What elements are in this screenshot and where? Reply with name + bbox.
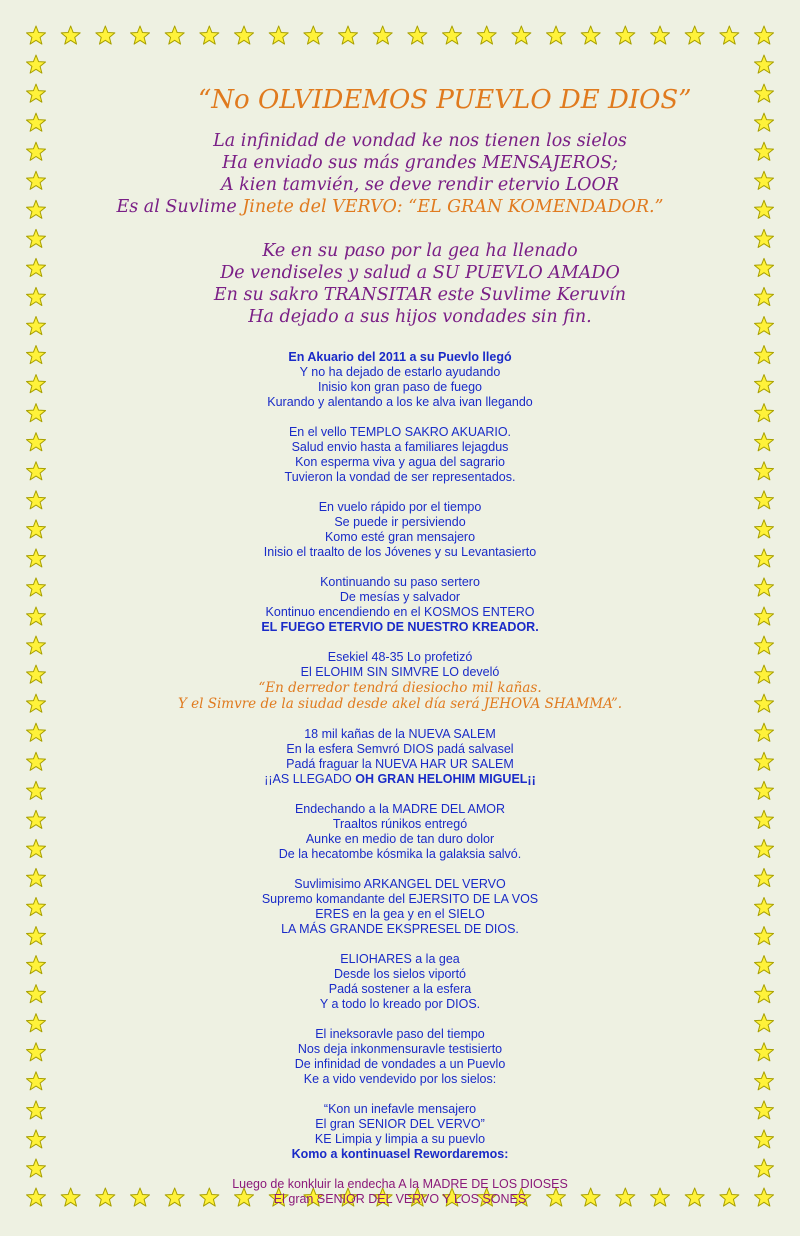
star-icon [26, 607, 45, 625]
star-icon [26, 346, 45, 364]
star-icon [26, 549, 45, 567]
star-icon [754, 636, 773, 654]
verse-line: KE Limpia y limpia a su puevlo [314, 1132, 486, 1146]
star-icon [338, 26, 357, 44]
star-icon [754, 1014, 773, 1032]
scripture-quote-line: “En derredor tendrá diesiocho mil kañas. [258, 680, 542, 696]
star-icon [754, 898, 773, 916]
star-icon [685, 26, 704, 44]
star-icon [373, 26, 392, 44]
star-icon [754, 985, 773, 1003]
verse-line-highlight: Jinete del VERVO: “EL GRAN KOMENDADOR.” [242, 197, 664, 217]
star-icon [26, 171, 45, 189]
star-icon [581, 26, 600, 44]
star-icon [26, 956, 45, 974]
intro-stanza-2 [60, 240, 740, 328]
verse-line: El gran SENIOR DEL VERVO” [315, 1117, 485, 1131]
verse-line: Traaltos rúnikos entregó [332, 817, 468, 831]
star-icon [96, 26, 115, 44]
verse-line: Kurando y alentando a los ke alva ivan llegando [267, 395, 533, 409]
star-icon [61, 26, 80, 44]
star-icon [754, 200, 773, 218]
star-icon [200, 26, 219, 44]
star-icon [477, 26, 496, 44]
star-icon [754, 287, 773, 305]
verse-line-prefix: ¡¡AS LLEGADO [264, 772, 356, 786]
star-icon [754, 229, 773, 247]
star-icon [26, 1130, 45, 1148]
verse-line: Kontinuando su paso sertero [320, 575, 480, 589]
poem-body [60, 350, 740, 1207]
star-icon [754, 694, 773, 712]
verse-line: Nos deja inkonmensuravle testisierto [297, 1042, 503, 1056]
verse-line: Aunke en medio de tan duro dolor [305, 832, 495, 846]
star-icon [26, 317, 45, 335]
star-icon [754, 26, 773, 44]
verse-line: Suvlimisimo ARKANGEL DEL VERVO [294, 877, 506, 891]
verse-line: 18 mil kañas de la NUEVA SALEM [304, 727, 496, 741]
star-icon [304, 26, 323, 44]
star-icon [442, 26, 461, 44]
star-icon [26, 404, 45, 422]
star-icon [754, 781, 773, 799]
star-icon [754, 171, 773, 189]
verse-line: Kontinuo encendiendo en el KOSMOS ENTERO [265, 605, 535, 619]
star-icon [754, 665, 773, 683]
star-icon [754, 520, 773, 538]
verse-line: “Kon un inefavle mensajero [323, 1102, 477, 1116]
intro-stanza-1 [60, 130, 740, 218]
verse-line [60, 772, 740, 787]
star-icon [26, 375, 45, 393]
stanza-heading: En Akuario del 2011 a su Puevlo llegó [288, 350, 512, 364]
star-icon [754, 927, 773, 945]
star-icon [754, 578, 773, 596]
star-icon [754, 1072, 773, 1090]
closing-line: El gran SENIOR DEL VERVO Y LOS SONES [273, 1192, 527, 1206]
star-icon [754, 346, 773, 364]
star-icon [26, 985, 45, 1003]
star-icon [26, 694, 45, 712]
star-icon [26, 636, 45, 654]
star-icon [165, 26, 184, 44]
verse-line: Esekiel 48-35 Lo profetizó [327, 650, 473, 664]
star-icon [754, 404, 773, 422]
star-icon [754, 433, 773, 451]
verse-line: Ha enviado sus más grandes MENSAJEROS; [222, 153, 618, 173]
star-icon [650, 26, 669, 44]
star-icon [754, 491, 773, 509]
verse-line: La infinidad de vondad ke nos tienen los sielos [213, 131, 627, 151]
verse-line: Ha dejado a sus hijos vondades sin fin. [248, 307, 592, 327]
star-icon [26, 781, 45, 799]
star-icon [754, 1130, 773, 1148]
verse-line: Supremo komandante del EJERSITO DE LA VOS [261, 892, 539, 906]
star-icon [26, 898, 45, 916]
star-icon [26, 665, 45, 683]
star-icon [754, 1043, 773, 1061]
star-icon [26, 839, 45, 857]
star-icon [26, 229, 45, 247]
poem-title: “No OLVIDEMOS PUEVLO DE DIOS” [198, 85, 692, 115]
verse-line: ERES en la gea y en el SIELO [315, 907, 485, 921]
verse-line: Ke en su paso por la gea ha llenado [262, 241, 578, 261]
star-icon [754, 607, 773, 625]
verse-line: En vuelo rápido por el tiempo [318, 500, 482, 514]
star-icon [754, 868, 773, 886]
verse-line: Y a todo lo kreado por DIOS. [319, 997, 481, 1011]
verse-line: Padá sostener a la esfera [328, 982, 472, 996]
verse-line: Inisio kon gran paso de fuego [317, 380, 482, 394]
star-icon [26, 1101, 45, 1119]
verse-line: Kon esperma viva y agua del sagrario [295, 455, 505, 469]
star-icon [26, 723, 45, 741]
star-icon [26, 491, 45, 509]
verse-line: Y no ha dejado de estarlo ayudando [299, 365, 501, 379]
star-icon [26, 1159, 45, 1177]
star-icon [26, 433, 45, 451]
verse-line: Se puede ir persiviendo [334, 515, 466, 529]
verse-line: LA MÁS GRANDE EKSPRESEL DE DIOS. [281, 922, 519, 936]
verse-line: De la hecatombe kósmika la galaksia salvó. [278, 847, 522, 861]
star-icon [26, 55, 45, 73]
star-icon [26, 258, 45, 276]
verse-line: Salud envio hasta a familiares lejagdus [291, 440, 509, 454]
verse-line: Endechando a la MADRE DEL AMOR [294, 802, 506, 816]
star-icon [754, 317, 773, 335]
star-icon [26, 1014, 45, 1032]
verse-line: En la esfera Semvró DIOS padá salvasel [286, 742, 514, 756]
star-icon [26, 462, 45, 480]
star-icon [754, 84, 773, 102]
poem-page [60, 84, 740, 1207]
star-icon [754, 55, 773, 73]
star-icon [26, 84, 45, 102]
verse-line-prefix: Es al Suvlime [116, 197, 243, 217]
star-icon [754, 723, 773, 741]
verse-line: Padá fraguar la NUEVA HAR UR SALEM [286, 757, 514, 771]
star-icon [26, 142, 45, 160]
star-icon [26, 287, 45, 305]
star-icon [754, 258, 773, 276]
verse-line: De vendiseles y salud a SU PUEVLO AMADO [220, 263, 620, 283]
verse-line-bold: EL FUEGO ETERVIO DE NUESTRO KREADOR. [261, 620, 539, 634]
star-icon [754, 1159, 773, 1177]
star-icon [754, 1188, 773, 1206]
star-icon [408, 26, 427, 44]
verse-line: Desde los sielos viportó [333, 967, 466, 981]
verse-line [40, 196, 740, 218]
star-icon [26, 113, 45, 131]
star-icon [26, 578, 45, 596]
verse-line: En el vello TEMPLO SAKRO AKUARIO. [288, 425, 512, 439]
verse-line: El ineksoravle paso del tiempo [315, 1027, 485, 1041]
verse-line: A kien tamvién, se deve rendir etervio LOOR [220, 175, 620, 195]
star-icon [26, 26, 45, 44]
verse-line: El ELOHIM SIN SIMVRE LO develó [300, 665, 500, 679]
star-icon [616, 26, 635, 44]
verse-line: De mesías y salvador [339, 590, 461, 604]
star-icon [130, 26, 149, 44]
verse-line-bold: Komo a kontinuasel Rewordaremos: [291, 1147, 509, 1161]
star-icon [26, 810, 45, 828]
star-icon [26, 520, 45, 538]
verse-line: Inisio el traalto de los Jóvenes y su Levantasierto [263, 545, 537, 559]
star-icon [26, 752, 45, 770]
star-icon [26, 927, 45, 945]
verse-line: Komo esté gran mensajero [324, 530, 476, 544]
star-icon [754, 462, 773, 480]
star-icon [754, 1101, 773, 1119]
closing-line: Luego de konkluir la endecha A la MADRE DE LOS DIOSES [232, 1177, 568, 1191]
star-icon [26, 1072, 45, 1090]
star-icon [269, 26, 288, 44]
verse-line: ELIOHARES a la gea [340, 952, 460, 966]
verse-line: Ke a vido vendevido por los sielos: [303, 1072, 497, 1086]
verse-line-bold: OH GRAN HELOHIM MIGUEL¡¡ [355, 772, 536, 786]
verse-line: De infinidad de vondades a un Puevlo [294, 1057, 506, 1071]
star-icon [26, 1188, 45, 1206]
star-icon [754, 839, 773, 857]
star-icon [26, 868, 45, 886]
star-icon [26, 1043, 45, 1061]
scripture-quote-line: Y el Simvre de la siudad desde akel día será JEHOVA SHAMMA”. [177, 696, 623, 712]
verse-line: En su sakro TRANSITAR este Suvlime Keruvín [213, 285, 627, 305]
star-icon [234, 26, 253, 44]
star-icon [754, 956, 773, 974]
star-icon [754, 810, 773, 828]
star-icon [754, 549, 773, 567]
star-icon [546, 26, 565, 44]
star-icon [754, 142, 773, 160]
star-icon [754, 752, 773, 770]
star-icon [754, 113, 773, 131]
star-icon [720, 26, 739, 44]
star-icon [754, 375, 773, 393]
verse-line: Tuvieron la vondad de ser representados. [284, 470, 516, 484]
star-icon [512, 26, 531, 44]
